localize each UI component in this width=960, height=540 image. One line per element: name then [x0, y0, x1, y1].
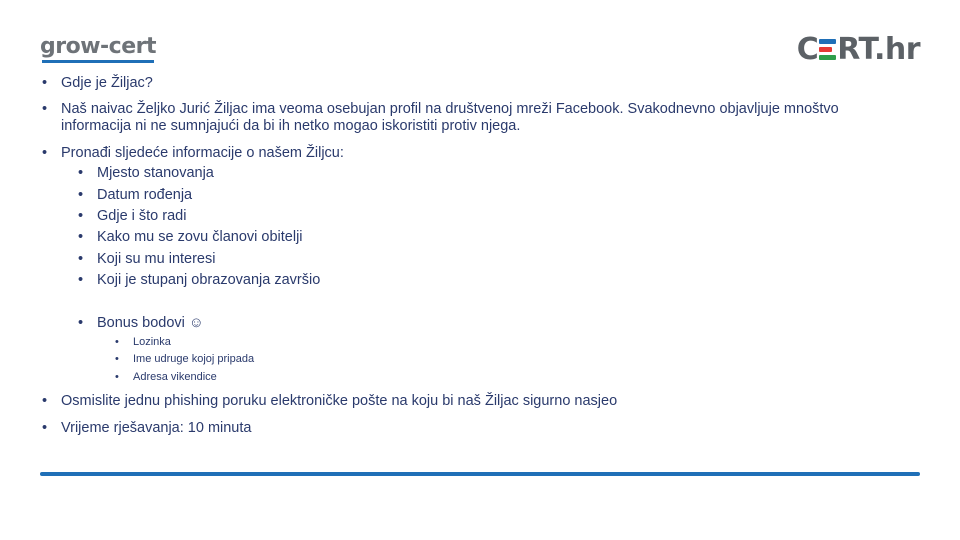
list-item: • Lozinka — [115, 336, 171, 348]
list-item: • Gdje i što radi — [78, 208, 187, 224]
list-item: • Ime udruge kojoj pripada — [115, 353, 255, 365]
cert-logo-prefix: C — [796, 32, 819, 67]
list-item: • Koji je stupanj obrazovanja završio — [78, 272, 321, 288]
list-item: • Pronađi sljedeće informacije o našem Žiljcu: — [42, 145, 344, 161]
list-item: • Gdje je Žiljac? — [42, 75, 153, 91]
grow-cert-logo: grow-cert — [40, 34, 156, 59]
list-item: • Mjesto stanovanja — [78, 165, 214, 181]
list-item: • Adresa vikendice — [115, 371, 217, 383]
list-item: • Bonus bodovi ☺ — [78, 315, 204, 331]
list-item: • Koji su mu interesi — [78, 251, 216, 267]
footer-divider — [40, 472, 920, 476]
cert-logo-suffix: RT.hr — [837, 32, 920, 67]
list-item: • Vrijeme rješavanja: 10 minuta — [42, 420, 252, 436]
list-item: • Datum rođenja — [78, 187, 193, 203]
list-item: • Osmislite jednu phishing poruku elektroničke pošte na koju bi naš Žiljac sigurno nasjeo — [42, 393, 618, 409]
list-item: • Kako mu se zovu članovi obitelji — [78, 229, 303, 245]
list-item: • Naš naivac Željko Jurić Žiljac ima veoma osebujan profil na društvenoj mreži Facebook. Svakodnevno objavljuje mnoštvo informacija ni ne sumnjajući da bi ih netko mogao iskoristiti protiv njega. — [42, 101, 839, 134]
